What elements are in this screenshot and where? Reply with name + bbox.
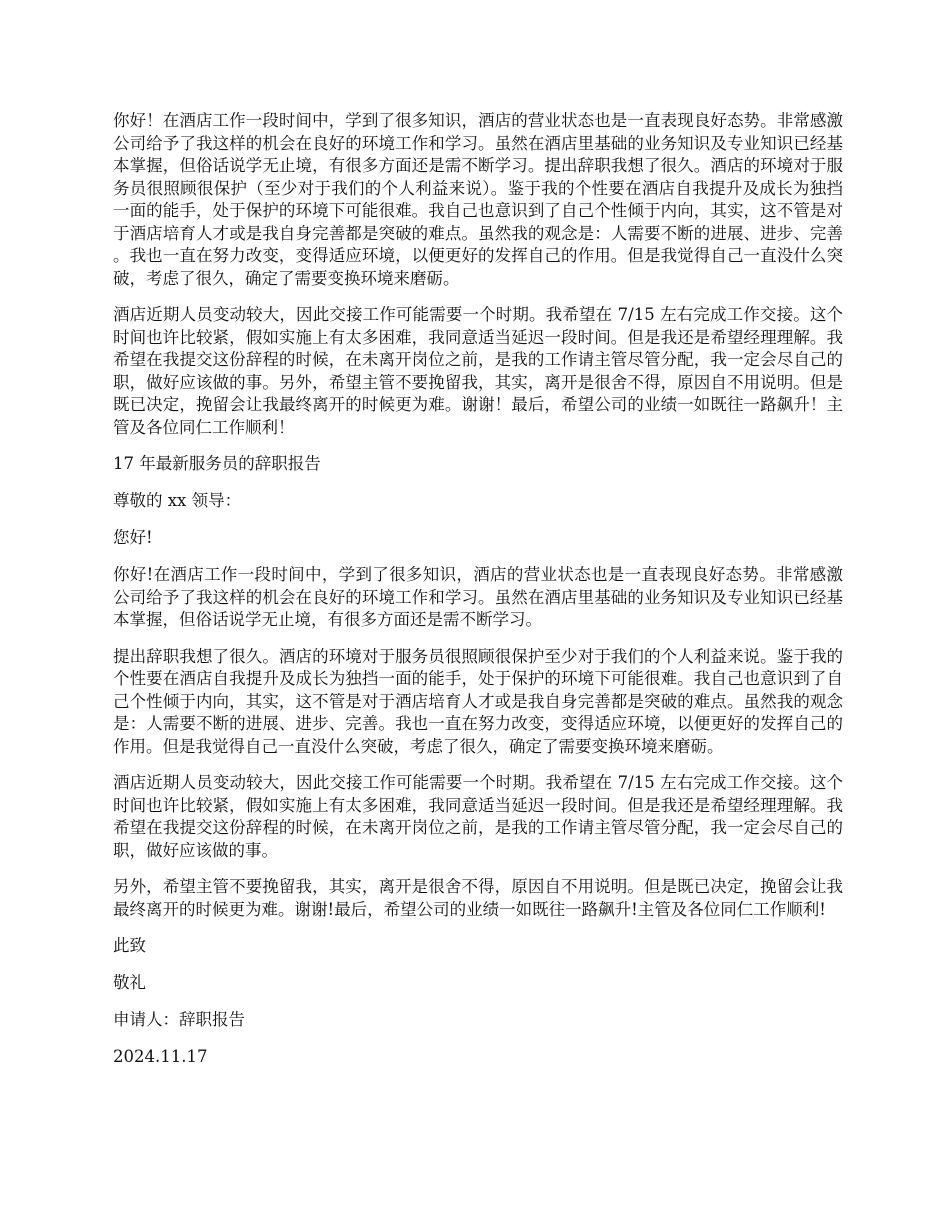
date-line: 2024.11.17 xyxy=(113,1047,208,1066)
section-title: 17 年最新服务员的辞职报告 xyxy=(113,454,321,473)
paragraph-handover: 酒店近期人员变动较大，因此交接工作可能需要一个时期。我希望在 7/15 左右完成工作交接。这个时间也许比较紧，假如实施上有太多困难，我同意适当延迟一段时间。但是我还是希望经理理解。我希望在我提交这份辞程的时候，在未离开岗位之前，是我的工作请主管尽管分配，我一定会尽自己的职，做好应该做的事。另外，希望主管不要挽留我，其实，离开是很舍不得，原因自不用说明。但是既已决定，挽留会让我最终离开的时候更为难。谢谢！最后，希望公司的业绩一如既往一路飙升！主管及各位同仁工作顺利！ xyxy=(113,305,843,437)
closing-jingli: 敬礼 xyxy=(113,973,146,992)
salutation: 尊敬的 xx 领导： xyxy=(113,491,242,510)
paragraph-closing: 另外，希望主管不要挽留我，其实，离开是很舍不得，原因自不用说明。但是既已决定，挽留会让我最终离开的时候更为难。谢谢!最后，希望公司的业绩一如既往一路飙升!主管及各位同仁工作顺利! xyxy=(113,877,843,919)
document-body xyxy=(113,110,843,1083)
paragraph-transition: 酒店近期人员变动较大，因此交接工作可能需要一个时期。我希望在 7/15 左右完成工作交接。这个时间也许比较紧，假如实施上有太多困难，我同意适当延迟一段时间。但是我还是希望经理理解。我希望在我提交这份辞程的时候，在未离开岗位之前，是我的工作请主管尽管分配，我一定会尽自己的职，做好应该做的事。 xyxy=(113,773,843,860)
applicant-line: 申请人：辞职报告 xyxy=(113,1010,245,1029)
paragraph-reason: 提出辞职我想了很久。酒店的环境对于服务员很照顾很保护至少对于我们的个人利益来说。鉴于我的个性要在酒店自我提升及成长为独挡一面的能手，处于保护的环境下可能很难。我自己也意识到了自己个性倾于内向，其实，这不管是对于酒店培育人才或是我自身完善都是突破的难点。虽然我的观念是：人需要不断的进展、进步、完善。我也一直在努力改变，变得适应环境，以便更好的发挥自己的作用。但是我觉得自己一直没什么突破，考虑了很久，确定了需要变换环境来磨砺。 xyxy=(113,646,843,756)
paragraph-intro: 你好！在酒店工作一段时间中，学到了很多知识，酒店的营业状态也是一直表现良好态势。非常感激公司给予了我这样的机会在良好的环境工作和学习。虽然在酒店里基础的业务知识及专业知识已经基本掌握，但俗话说学无止境，有很多方面还是需不断学习。提出辞职我想了很久。酒店的环境对于服务员很照顾很保护（至少对于我们的个人利益来说）。鉴于我的个性要在酒店自我提升及成长为独挡一面的能手，处于保护的环境下可能很难。我自己也意识到了自己个性倾于内向，其实，这不管是对于酒店培育人才或是我自身完善都是突破的难点。虽然我的观念是：人需要不断的进展、进步、完善。我也一直在努力改变，变得适应环境，以便更好的发挥自己的作用。但是我觉得自己一直没什么突破，考虑了很久，确定了需要变换环境来磨砺。 xyxy=(113,111,843,288)
closing-cizhi: 此致 xyxy=(113,936,146,955)
paragraph-learning: 你好!在酒店工作一段时间中，学到了很多知识，酒店的营业状态也是一直表现良好态势。非常感激公司给予了我这样的机会在良好的环境工作和学习。虽然在酒店里基础的业务知识及专业知识已经基本掌握，但俗话说学无止境，有很多方面还是需不断学习。 xyxy=(113,565,843,629)
greeting: 您好! xyxy=(113,528,153,547)
